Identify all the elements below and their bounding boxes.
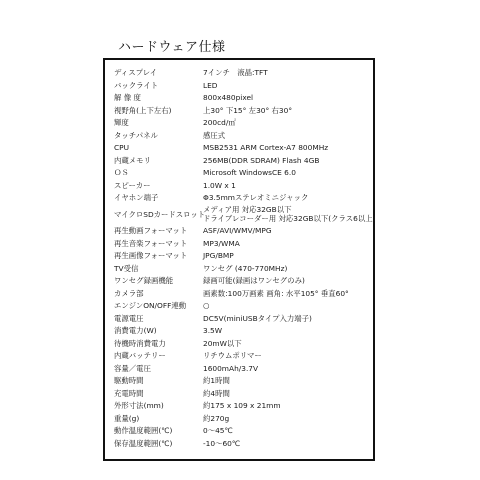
spec-label: 視野角(上下左右) <box>114 105 172 115</box>
spec-label: ＯＳ <box>114 168 129 177</box>
spec-value: 256MB(DDR SDRAM) Flash 4GB <box>203 155 320 165</box>
spec-label: 駆動時間 <box>114 376 144 385</box>
spec-value: 約175 x 109 x 21mm <box>203 401 281 410</box>
spec-label: 外形寸法(mm) <box>114 401 164 410</box>
spec-label: エンジンON/OFF連動 <box>114 301 187 310</box>
spec-label: 内蔵メモリ <box>114 155 151 165</box>
spec-value: 約1時間 <box>203 376 230 385</box>
spec-label: 電源電圧 <box>114 313 144 323</box>
spec-row-microsd <box>114 205 376 224</box>
spec-value: 20mW以下 <box>203 338 242 348</box>
spec-value: -10～60℃ <box>203 438 241 448</box>
spec-value: 感圧式 <box>203 130 226 140</box>
spec-label: 再生動画フォーマット <box>114 226 188 235</box>
spec-value: Microsoft WindowsCE 6.0 <box>203 168 296 177</box>
page-title: ハードウェア仕様 <box>118 40 226 55</box>
spec-value: MSB2531 ARM Cortex-A7 800MHz <box>203 143 329 152</box>
spec-value: 7インチ 液晶:TFT <box>203 68 268 77</box>
spec-label: TV受信 <box>114 263 139 273</box>
spec-table <box>103 58 375 461</box>
spec-label: 再生音楽フォーマット <box>114 238 188 248</box>
spec-label: 容量／電圧 <box>114 363 151 373</box>
spec-label: CPU <box>114 143 130 152</box>
spec-label: カメラ部 <box>114 288 144 298</box>
spec-label: 充電時間 <box>114 388 144 398</box>
spec-label: バックライト <box>114 80 159 90</box>
spec-value: 0～45℃ <box>203 426 233 435</box>
spec-value: ○ <box>203 301 210 310</box>
spec-label: イヤホン端子 <box>114 193 159 202</box>
spec-value: 約270g <box>203 413 230 423</box>
spec-label: 解 像 度 <box>114 93 141 102</box>
spec-value: DC5V(miniUSBタイプ入力端子) <box>203 313 312 323</box>
spec-label: 内蔵バッテリー <box>114 351 166 360</box>
spec-value: メディア用 対応32GB以下 <box>203 205 292 214</box>
spec-value: 3.5W <box>203 326 223 335</box>
spec-value: 画素数:100万画素 画角: 水平105° 垂直60° <box>203 288 349 298</box>
spec-label: 輝度 <box>114 118 129 127</box>
spec-value: Φ3.5mmステレオミニジャック <box>203 193 309 202</box>
spec-value: 1600mAh/3.7V <box>203 363 259 373</box>
spec-label: タッチパネル <box>114 130 158 140</box>
spec-label: 再生画像フォーマット <box>114 251 188 260</box>
spec-label: ワンセグ録画機能 <box>114 276 174 285</box>
spec-value: リチウムポリマー <box>203 351 262 360</box>
spec-label: 保存温度範囲(℃) <box>114 438 173 448</box>
spec-value: LED <box>203 80 218 90</box>
spec-label: 重量(g) <box>114 413 140 423</box>
spec-label: 待機時消費電力 <box>114 338 166 348</box>
spec-value: ドライブレコーダー用 対応32GB以下(クラス6以上) <box>203 213 376 223</box>
spec-value: MP3/WMA <box>203 238 240 248</box>
spec-value: 上30° 下15° 左30° 右30° <box>203 105 293 115</box>
spec-label: スピーカー <box>114 180 151 190</box>
spec-label: 消費電力(W) <box>114 326 157 335</box>
spec-value: JPG/BMP <box>203 251 234 260</box>
spec-label: 動作温度範囲(℃) <box>114 426 173 435</box>
spec-value: 約4時間 <box>203 388 230 398</box>
spec-value: 1.0W x 1 <box>203 180 236 190</box>
spec-label: マイクロSDカードスロット <box>114 209 206 219</box>
spec-label: ディスプレイ <box>114 68 158 77</box>
spec-value: ワンセグ (470-770MHz) <box>203 263 288 273</box>
spec-value: 800x480pixel <box>203 93 254 102</box>
spec-value: 録画可能(録画はワンセグのみ) <box>203 276 305 285</box>
spec-value: 200cd/㎡ <box>203 118 236 127</box>
spec-value: ASF/AVI/WMV/MPG <box>203 226 272 235</box>
